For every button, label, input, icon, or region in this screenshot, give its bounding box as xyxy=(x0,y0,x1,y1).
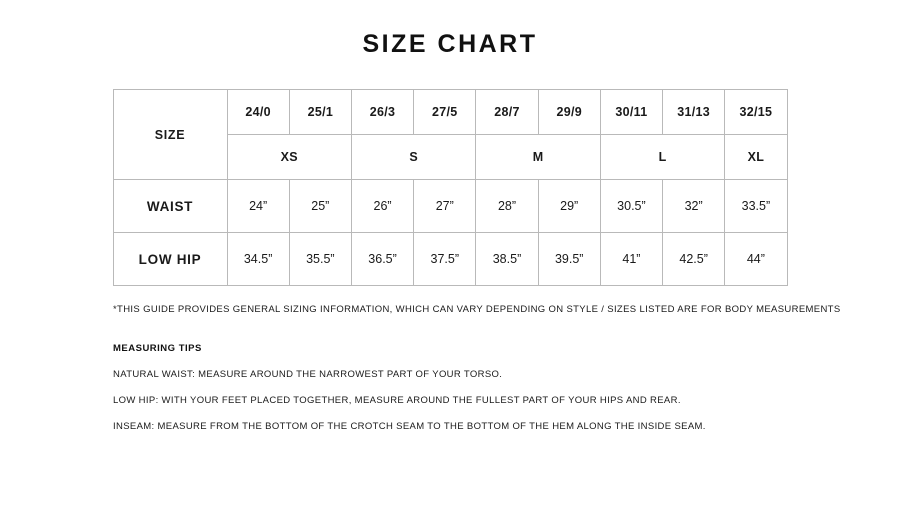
size-chart-page xyxy=(0,30,900,530)
measurement-cell: 26” xyxy=(351,180,413,233)
measurement-cell: 41” xyxy=(600,233,662,286)
size-table xyxy=(113,89,788,286)
measurement-cell: 42.5” xyxy=(663,233,725,286)
numeric-size-cell: 26/3 xyxy=(351,90,413,135)
row-label-low-hip: LOW HIP xyxy=(113,233,227,286)
alpha-size-cell: XL xyxy=(725,135,787,180)
table-row xyxy=(113,180,787,233)
measurement-cell: 25” xyxy=(289,180,351,233)
numeric-size-cell: 28/7 xyxy=(476,90,538,135)
measurement-cell: 34.5” xyxy=(227,233,289,286)
measuring-tips-heading: MEASURING TIPS xyxy=(113,343,202,354)
tip-line-natural-waist: NATURAL WAIST: MEASURE AROUND THE NARROWEST PART OF YOUR TORSO. xyxy=(113,369,503,380)
measurement-cell: 35.5” xyxy=(289,233,351,286)
sizing-disclaimer: *THIS GUIDE PROVIDES GENERAL SIZING INFORMATION, WHICH CAN VARY DEPENDING ON STYLE / SIZES LISTED ARE FOR BODY MEASUREMENTS xyxy=(113,304,841,315)
alpha-size-cell: S xyxy=(351,135,475,180)
measurement-cell: 37.5” xyxy=(414,233,476,286)
tip-line-low-hip: LOW HIP: WITH YOUR FEET PLACED TOGETHER, MEASURE AROUND THE FULLEST PART OF YOUR HIPS AND REAR. xyxy=(113,395,681,406)
numeric-size-cell: 24/0 xyxy=(227,90,289,135)
alpha-size-cell: L xyxy=(600,135,724,180)
table-row-numeric-sizes xyxy=(113,90,787,135)
tip-line-inseam: INSEAM: MEASURE FROM THE BOTTOM OF THE CROTCH SEAM TO THE BOTTOM OF THE HEM ALONG THE INSIDE SEAM. xyxy=(113,421,706,432)
size-header-cell: SIZE xyxy=(113,90,227,180)
table-row xyxy=(113,233,787,286)
numeric-size-cell: 32/15 xyxy=(725,90,787,135)
measurement-cell: 39.5” xyxy=(538,233,600,286)
measuring-tips-section xyxy=(113,343,900,432)
measurement-cell: 28” xyxy=(476,180,538,233)
measurement-cell: 36.5” xyxy=(351,233,413,286)
row-label-waist: WAIST xyxy=(113,180,227,233)
numeric-size-cell: 29/9 xyxy=(538,90,600,135)
numeric-size-cell: 27/5 xyxy=(414,90,476,135)
numeric-size-cell: 25/1 xyxy=(289,90,351,135)
measurement-cell: 30.5” xyxy=(600,180,662,233)
size-table-container xyxy=(113,89,788,286)
measurement-cell: 44” xyxy=(725,233,787,286)
measurement-cell: 38.5” xyxy=(476,233,538,286)
alpha-size-cell: M xyxy=(476,135,600,180)
measurement-cell: 27” xyxy=(414,180,476,233)
alpha-size-cell: XS xyxy=(227,135,351,180)
measurement-cell: 29” xyxy=(538,180,600,233)
page-title: SIZE CHART xyxy=(362,30,538,58)
measurement-cell: 32” xyxy=(663,180,725,233)
measurement-cell: 24” xyxy=(227,180,289,233)
measurement-cell: 33.5” xyxy=(725,180,787,233)
numeric-size-cell: 31/13 xyxy=(663,90,725,135)
numeric-size-cell: 30/11 xyxy=(600,90,662,135)
